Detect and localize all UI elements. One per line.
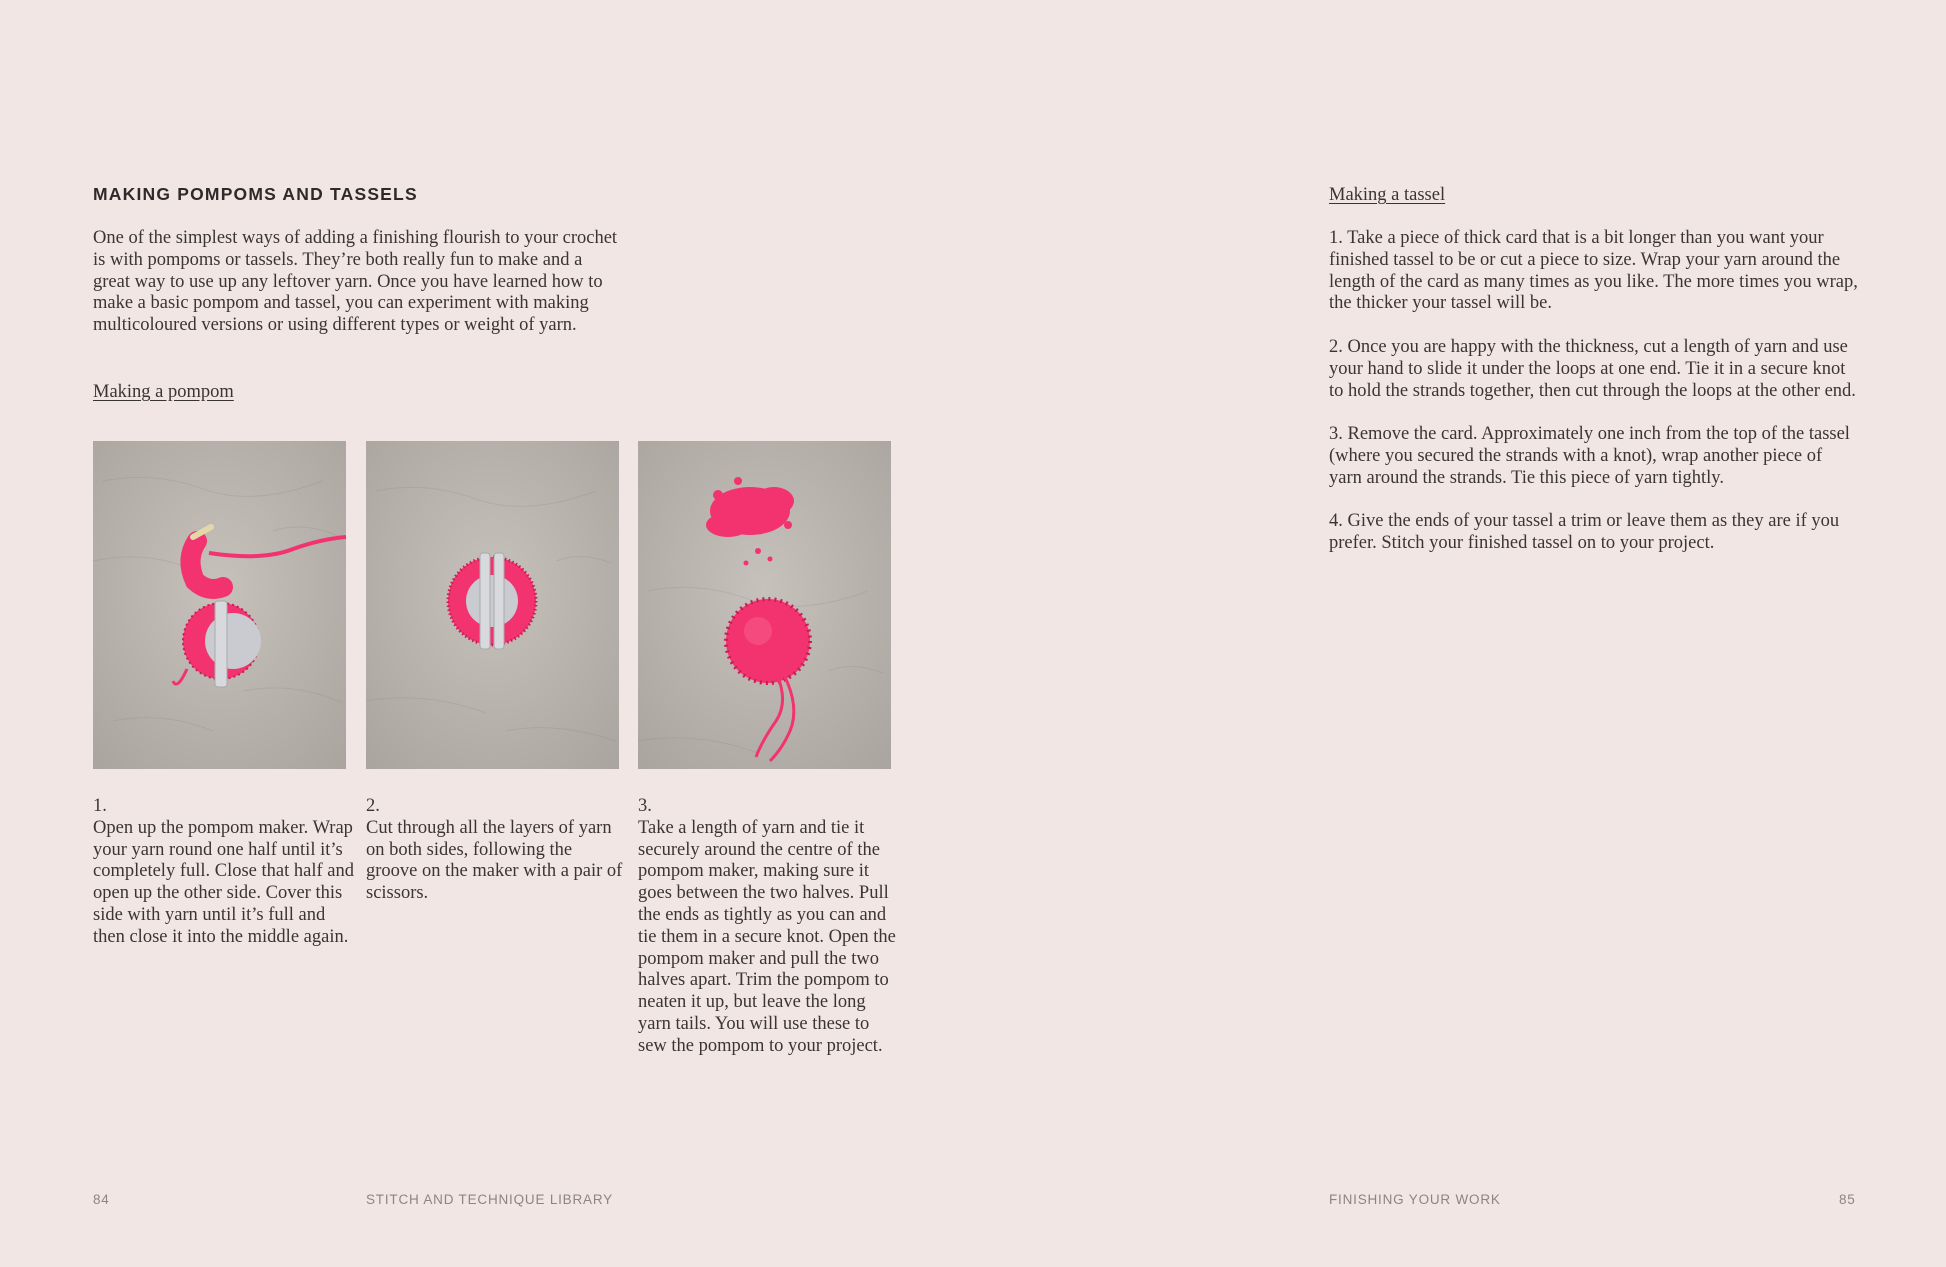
tassel-step-3: 3. Remove the card. Approximately one inch from the top of the tassel (where you secured the strands with a knot), wrap another piece of yarn around the strands. Tie this piece of yarn tightly. (1329, 424, 1850, 488)
right-page (973, 0, 1946, 1267)
running-footer-right: FINISHING YOUR WORK (1329, 1192, 1501, 1207)
step-text: Take a length of yarn and tie it securely around the centre of the pompom maker, making sure it goes between the two halves. Pull the ends as tightly as you can and tie them in a secure knot. Open the pompom maker and pull the two halves apart. Trim the pompom to neaten it up, but leave the long yarn tails. You will use these to sew the pompom to your project. (638, 817, 896, 1056)
step-number: 2. (366, 796, 380, 816)
step-text: Cut through all the layers of yarn on both sides, following the groove on the maker with a pair of scissors. (366, 817, 623, 904)
tassel-step-2: 2. Once you are happy with the thickness, cut a length of yarn and use your hand to slide it under the loops at one end. Tie it in a secure knot to hold the strands together, then cut through the loops at the other end. (1329, 336, 1856, 401)
running-footer-left: STITCH AND TECHNIQUE LIBRARY (366, 1192, 613, 1207)
pompom-step-3 (638, 796, 900, 1058)
photo-step-2 (366, 441, 619, 769)
pompom-subheading: Making a pompom (93, 382, 234, 402)
tassel-steps (1329, 228, 1859, 577)
step-number: 1. (93, 796, 107, 816)
tassel-step-4: 4. Give the ends of your tassel a trim or leave them as they are if you prefer. Stitch your finished tassel on to your project. (1329, 511, 1840, 554)
photo-step-3 (638, 441, 891, 769)
page-number-left: 84 (93, 1192, 110, 1207)
step-text: Open up the pompom maker. Wrap your yarn round one half until it’s completely full. Close that half and open up the other side. Cover this side with yarn until it’s full and then close it into the middle again. (93, 817, 354, 947)
intro-paragraph: One of the simplest ways of adding a finishing flourish to your crochet is with pompoms or tassels. They’re both really fun to make and a great way to use up any leftover yarn. Once you have learned how to make a basic pompom and tassel, you can experiment with making multicoloured versions or using different types or weight of yarn. (93, 228, 618, 336)
tassel-subheading: Making a tassel (1329, 185, 1446, 205)
tassel-step-1: 1. Take a piece of thick card that is a bit longer than you want your finished tassel to be or cut a piece to size. Wrap your yarn around the length of the card as many times as you like. The more times you wrap, the thicker your tassel will be. (1329, 228, 1858, 314)
page-number-right: 85 (1839, 1192, 1856, 1207)
step-number: 3. (638, 796, 652, 816)
photo-step-1 (93, 441, 346, 769)
pompom-step-2 (366, 796, 628, 905)
pompom-step-1 (93, 796, 355, 949)
page-heading: MAKING POMPOMS AND TASSELS (93, 184, 418, 204)
